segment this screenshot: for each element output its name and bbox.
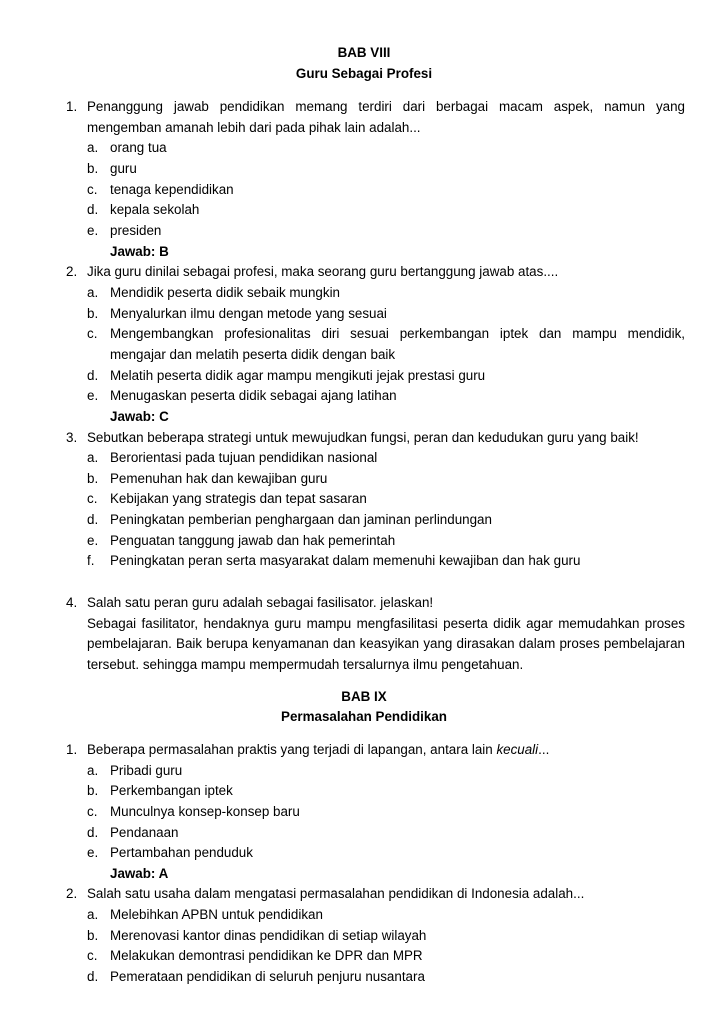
option-text: Perkembangan iptek xyxy=(110,783,233,798)
question-text: Penanggung jawab pendidikan memang terdiri dari berbagai macam aspek, namun yang xyxy=(87,99,685,114)
option-text: Berorientasi pada tujuan pendidikan nasional xyxy=(110,450,378,465)
essay-answer-line: Sebagai fasilitator, hendaknya guru mampu mengfasilitasi peserta didik agar memudahkan proses xyxy=(87,616,685,631)
option-letter: c. xyxy=(87,491,98,506)
option-letter: b. xyxy=(87,928,99,943)
question-number: 1. xyxy=(66,742,78,757)
option-letter: b. xyxy=(87,783,99,798)
chapter-heading: BAB VIII xyxy=(337,45,391,60)
option-text: guru xyxy=(110,161,137,176)
option-text: Menugaskan peserta didik sebagai ajang latihan xyxy=(110,388,397,403)
option-text: Pertambahan penduduk xyxy=(110,845,253,860)
question-text: Jika guru dinilai sebagai profesi, maka seorang guru bertanggung jawab atas.... xyxy=(87,264,559,279)
chapter-heading: BAB IX xyxy=(341,689,387,704)
option-letter: d. xyxy=(87,368,99,383)
option-text: Pemerataan pendidikan di seluruh penjuru nusantara xyxy=(110,969,425,984)
option-letter: c. xyxy=(87,804,98,819)
option-text: Melebihkan APBN untuk pendidikan xyxy=(110,907,323,922)
answer-key: Jawab: B xyxy=(110,244,169,259)
option-text: Munculnya konsep-konsep baru xyxy=(110,804,300,819)
chapter-title: Permasalahan Pendidikan xyxy=(281,709,447,724)
option-letter: a. xyxy=(87,450,99,465)
option-letter: c. xyxy=(87,326,98,341)
option-text: Peningkatan peran serta masyarakat dalam memenuhi kewajiban dan hak guru xyxy=(110,553,581,568)
question-number: 2. xyxy=(66,264,78,279)
option-text: Merenovasi kantor dinas pendidikan di setiap wilayah xyxy=(110,928,427,943)
answer-key: Jawab: C xyxy=(110,409,169,424)
option-letter: a. xyxy=(87,763,99,778)
chapter-title: Guru Sebagai Profesi xyxy=(295,66,433,81)
question-text: mengemban amanah lebih dari pada pihak lain adalah... xyxy=(87,120,421,135)
option-text-continued: mengajar dan melatih peserta didik dengan baik xyxy=(110,347,396,362)
question-text-emphasis: kecuali xyxy=(496,742,539,757)
question-number: 3. xyxy=(66,430,78,445)
option-text: Pendanaan xyxy=(110,825,179,840)
question-text xyxy=(87,740,549,760)
option-text: Mendidik peserta didik sebaik mungkin xyxy=(110,285,340,300)
answer-key: Jawab: A xyxy=(110,866,169,881)
option-letter: f. xyxy=(87,553,95,568)
option-letter: c. xyxy=(87,182,98,197)
option-letter: e. xyxy=(87,388,99,403)
essay-answer-line: pembelajaran. Baik berupa kenyamanan dan keasyikan yang dirasakan dalam proses pembelajaran xyxy=(87,636,685,651)
option-letter: e. xyxy=(87,845,99,860)
option-text: Pemenuhan hak dan kewajiban guru xyxy=(110,471,328,486)
option-letter: e. xyxy=(87,533,99,548)
option-text: tenaga kependidikan xyxy=(110,182,234,197)
question-text-main: Beberapa permasalahan praktis yang terjadi di lapangan, antara lain xyxy=(87,742,497,757)
option-letter: a. xyxy=(87,907,99,922)
option-letter: d. xyxy=(87,969,99,984)
option-letter: d. xyxy=(87,825,99,840)
option-text: Mengembangkan profesionalitas diri sesuai perkembangan iptek dan mampu mendidik, xyxy=(110,326,685,341)
option-letter: a. xyxy=(87,140,99,155)
question-number: 4. xyxy=(66,595,78,610)
option-letter: b. xyxy=(87,306,99,321)
option-text: Menyalurkan ilmu dengan metode yang sesuai xyxy=(110,306,387,321)
option-text: Melatih peserta didik agar mampu mengikuti jejak prestasi guru xyxy=(110,368,486,383)
question-text: Salah satu usaha dalam mengatasi permasalahan pendidikan di Indonesia adalah... xyxy=(87,886,585,901)
option-text: Melakukan demontrasi pendidikan ke DPR dan MPR xyxy=(110,948,423,963)
option-letter: b. xyxy=(87,471,99,486)
option-text: presiden xyxy=(110,223,162,238)
option-text: Peningkatan pemberian penghargaan dan jaminan perlindungan xyxy=(110,512,492,527)
option-letter: c. xyxy=(87,948,98,963)
option-text: Penguatan tanggung jawab dan hak pemerintah xyxy=(110,533,396,548)
option-text: orang tua xyxy=(110,140,167,155)
option-letter: a. xyxy=(87,285,99,300)
question-text: Sebutkan beberapa strategi untuk mewujudkan fungsi, peran dan kedudukan guru yang baik! xyxy=(87,430,639,445)
option-text: Kebijakan yang strategis dan tepat sasaran xyxy=(110,491,367,506)
question-number: 2. xyxy=(66,886,78,901)
question-number: 1. xyxy=(66,99,78,114)
option-letter: b. xyxy=(87,161,99,176)
option-letter: e. xyxy=(87,223,99,238)
question-text: Salah satu peran guru adalah sebagai fasilisator. jelaskan! xyxy=(87,595,434,610)
option-letter: d. xyxy=(87,512,99,527)
question-text-ellipsis: ... xyxy=(538,742,550,757)
option-letter: d. xyxy=(87,202,99,217)
essay-answer-line: tersebut. sehingga mampu mempermudah tersalurnya ilmu pengetahuan. xyxy=(87,657,524,672)
option-text: Pribadi guru xyxy=(110,763,183,778)
option-text: kepala sekolah xyxy=(110,202,200,217)
